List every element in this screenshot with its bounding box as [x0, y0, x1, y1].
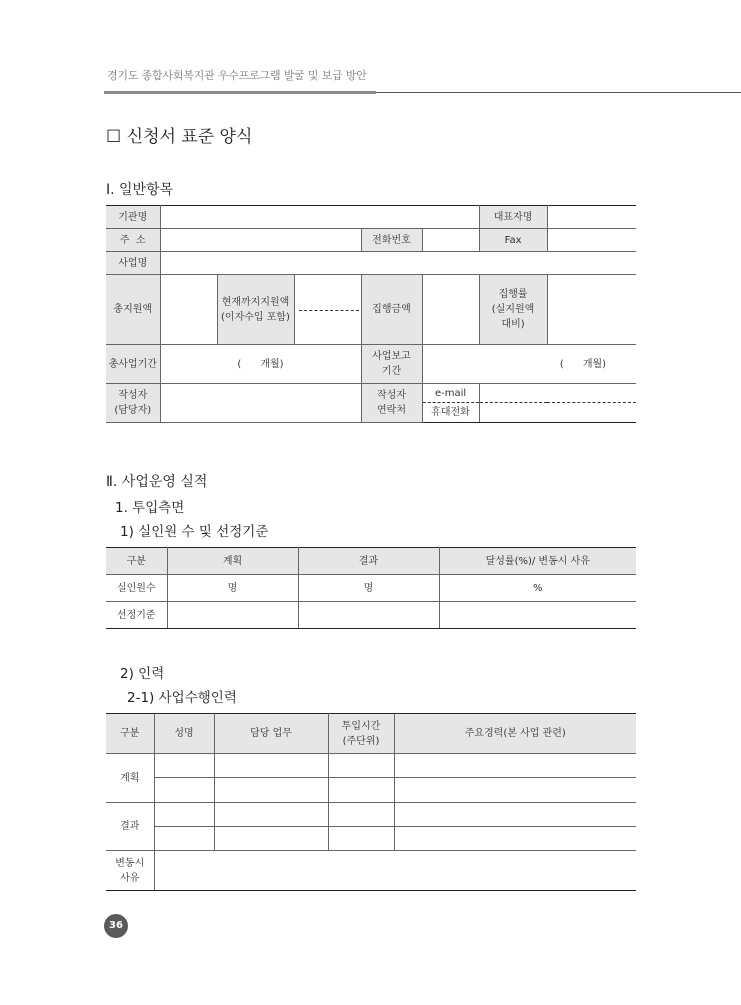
- header-rule-light: [376, 92, 741, 93]
- staffing-table: [106, 713, 636, 891]
- project-name-field[interactable]: [160, 252, 636, 275]
- report-period-field[interactable]: ( 개월): [422, 345, 636, 384]
- label-writer: 작성자 (담당자): [106, 384, 160, 423]
- criteria-achievement-field[interactable]: [439, 602, 636, 629]
- total-support-field[interactable]: [160, 275, 217, 345]
- table-row: [106, 803, 636, 827]
- part2-sub1: 1. 투입측면: [115, 500, 185, 516]
- part2-sub1-1: 1) 실인원 수 및 선정기준: [120, 524, 269, 540]
- label-writer-contact: 작성자 연락처: [361, 384, 422, 423]
- writer-field[interactable]: [160, 384, 361, 423]
- label-phone: 전화번호: [361, 229, 422, 252]
- row-label-change-reason: 변동시 사유: [106, 851, 154, 891]
- label-total-period: 총사업기간: [106, 345, 160, 384]
- headcount-table: [106, 547, 636, 629]
- label-address: 주 소: [106, 229, 160, 252]
- label-report-period: 사업보고 기간: [361, 345, 422, 384]
- row-label-result: 결과: [106, 803, 154, 851]
- table-row: [106, 754, 636, 778]
- table-row: [106, 827, 636, 851]
- result-hours-field-2[interactable]: [328, 827, 394, 851]
- plan-name-field-2[interactable]: [154, 778, 214, 803]
- label-current-support: 현재까지지원액 (이자수입 포함): [217, 275, 294, 345]
- label-email: e-mail: [422, 384, 479, 403]
- label-executed-amount: 집행금액: [361, 275, 422, 345]
- result-name-field-1[interactable]: [154, 803, 214, 827]
- table-row: [106, 778, 636, 803]
- address-field[interactable]: [160, 229, 361, 252]
- part2-sub2-1: 2-1) 사업수행인력: [127, 690, 237, 706]
- table-row: [106, 575, 636, 602]
- table-row: [106, 602, 636, 629]
- plan-career-field-1[interactable]: [394, 754, 636, 778]
- label-project-name: 사업명: [106, 252, 160, 275]
- label-representative: 대표자명: [479, 206, 547, 229]
- headcount-achievement-field[interactable]: %: [439, 575, 636, 602]
- email-field[interactable]: [479, 384, 636, 403]
- header-achievement: 달성률(%)/ 변동시 사유: [439, 548, 636, 575]
- row-label-plan: 계획: [106, 754, 154, 803]
- fax-field[interactable]: [547, 229, 636, 252]
- header-name: 성명: [154, 714, 214, 754]
- header-category: 구분: [106, 548, 167, 575]
- header-rule-dark: [104, 91, 376, 94]
- org-name-field[interactable]: [160, 206, 479, 229]
- result-hours-field-1[interactable]: [328, 803, 394, 827]
- label-org-name: 기관명: [106, 206, 160, 229]
- result-name-field-2[interactable]: [154, 827, 214, 851]
- part2-sub2: 2) 인력: [120, 666, 165, 682]
- table-row: [106, 851, 636, 891]
- plan-hours-field-2[interactable]: [328, 778, 394, 803]
- result-duty-field-2[interactable]: [214, 827, 328, 851]
- label-execution-rate: 집행률 (실지원액 대비): [479, 275, 547, 345]
- headcount-result-field[interactable]: 명: [298, 575, 439, 602]
- change-reason-field[interactable]: [154, 851, 636, 891]
- executed-amount-field[interactable]: [422, 275, 479, 345]
- criteria-plan-field[interactable]: [167, 602, 298, 629]
- plan-career-field-2[interactable]: [394, 778, 636, 803]
- headcount-plan-field[interactable]: 명: [167, 575, 298, 602]
- plan-duty-field-1[interactable]: [214, 754, 328, 778]
- criteria-result-field[interactable]: [298, 602, 439, 629]
- header-result: 결과: [298, 548, 439, 575]
- general-items-table: [106, 205, 636, 423]
- row-label-criteria: 선정기준: [106, 602, 167, 629]
- header-career: 주요경력(본 사업 관련): [394, 714, 636, 754]
- label-total-support: 총지원액: [106, 275, 160, 345]
- result-duty-field-1[interactable]: [214, 803, 328, 827]
- result-career-field-2[interactable]: [394, 827, 636, 851]
- plan-duty-field-2[interactable]: [214, 778, 328, 803]
- page-number-badge: 36: [104, 914, 128, 938]
- part2-title: Ⅱ. 사업운영 실적: [106, 474, 208, 490]
- current-support-field[interactable]: [294, 275, 361, 345]
- label-mobile: 휴대전화: [422, 403, 479, 423]
- header-plan: 계획: [167, 548, 298, 575]
- representative-field[interactable]: [547, 206, 636, 229]
- part1-title: Ⅰ. 일반항목: [106, 182, 174, 198]
- header-hours: 투입시간 (주단위): [328, 714, 394, 754]
- section-title: ☐ 신청서 표준 양식: [106, 127, 253, 147]
- phone-field[interactable]: [422, 229, 479, 252]
- total-period-field[interactable]: ( 개월): [160, 345, 361, 384]
- plan-hours-field-1[interactable]: [328, 754, 394, 778]
- header-duty: 담당 업무: [214, 714, 328, 754]
- running-header: 경기도 종합사회복지관 우수프로그램 발굴 및 보급 방안: [107, 69, 367, 82]
- mobile-field[interactable]: [479, 403, 636, 423]
- row-label-headcount: 실인원수: [106, 575, 167, 602]
- result-career-field-1[interactable]: [394, 803, 636, 827]
- header-category: 구분: [106, 714, 154, 754]
- execution-rate-field[interactable]: [547, 275, 636, 345]
- plan-name-field-1[interactable]: [154, 754, 214, 778]
- label-fax: Fax: [479, 229, 547, 252]
